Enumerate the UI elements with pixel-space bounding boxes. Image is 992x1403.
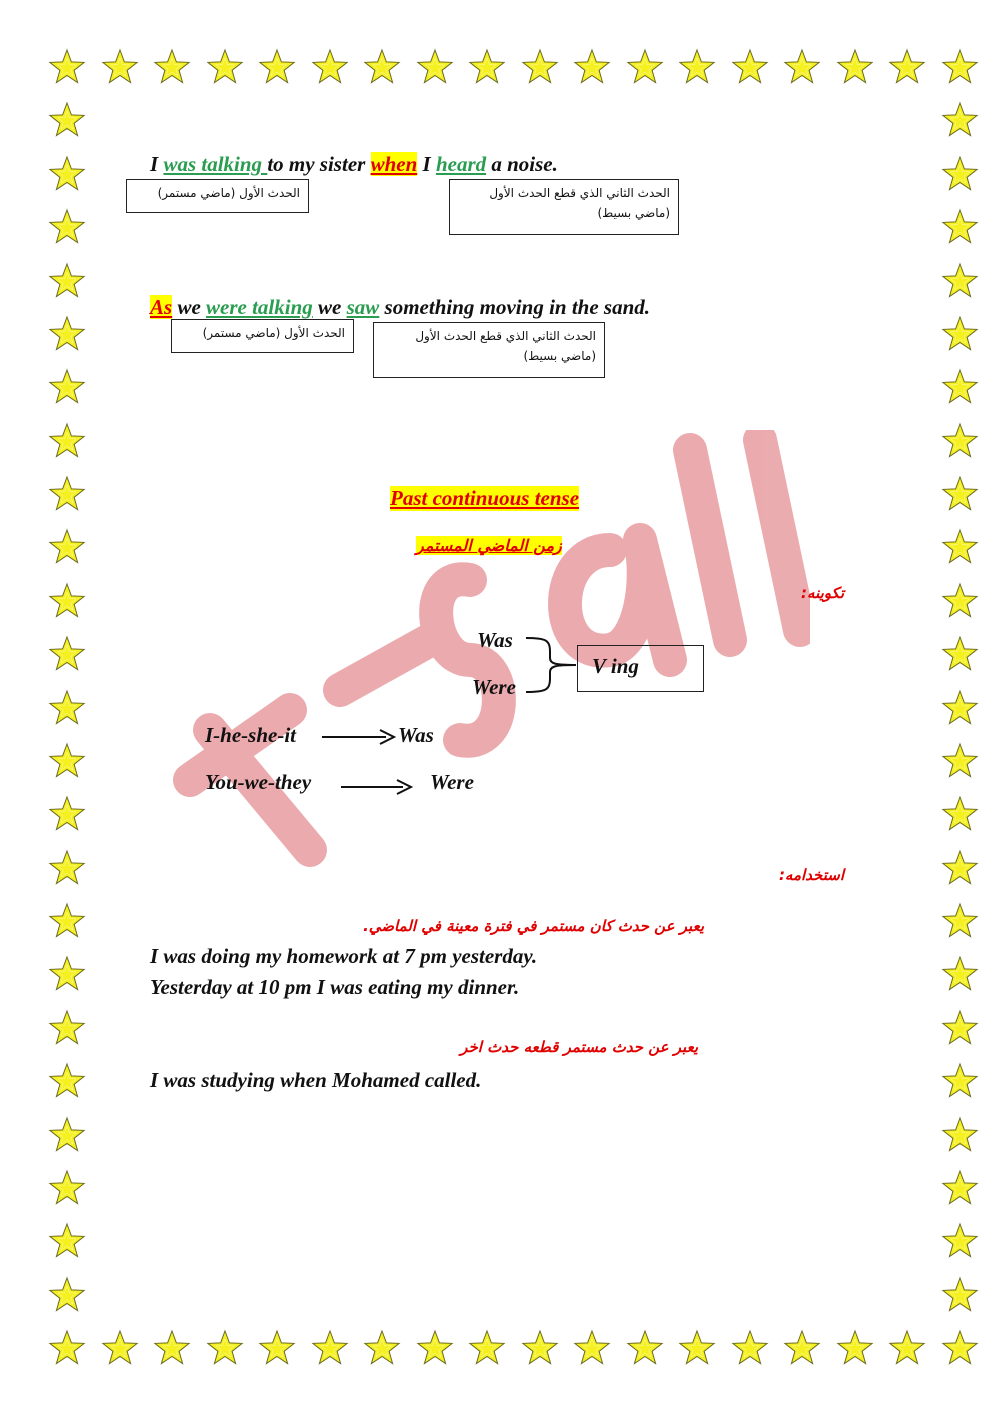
star-icon	[48, 582, 86, 620]
star-icon	[363, 48, 401, 86]
example-sentence-2	[150, 295, 650, 320]
star-icon	[626, 1329, 664, 1367]
note-text: الحدث الثاني الذي قطع الحدث الأول	[415, 329, 596, 343]
star-icon	[48, 315, 86, 353]
note-text: (ماضي بسيط)	[523, 349, 596, 363]
star-icon	[521, 1329, 559, 1367]
note-text: الحدث الأول (ماضي مستمر)	[202, 326, 345, 340]
star-icon	[941, 1222, 979, 1260]
star-icon	[941, 528, 979, 566]
star-icon	[48, 742, 86, 780]
past-continuous-verb: were talking	[206, 295, 313, 319]
star-icon	[573, 1329, 611, 1367]
word: something moving in the sand.	[379, 295, 651, 319]
word: to my sister	[267, 152, 371, 176]
star-icon	[941, 635, 979, 673]
star-icon	[363, 1329, 401, 1367]
star-icon	[206, 48, 244, 86]
star-icon	[836, 1329, 874, 1367]
aux-were: Were	[472, 675, 516, 699]
star-icon	[48, 1169, 86, 1207]
star-icon	[941, 368, 979, 406]
star-icon	[153, 48, 191, 86]
star-icon	[941, 902, 979, 940]
star-icon	[521, 48, 559, 86]
star-icon	[48, 475, 86, 513]
note-text: الحدث الثاني الذي قطع الحدث الأول	[489, 186, 670, 200]
star-icon	[941, 1009, 979, 1047]
past-continuous-verb: was talking	[163, 152, 268, 176]
star-icon	[941, 849, 979, 887]
star-icon	[941, 262, 979, 300]
star-icon	[48, 155, 86, 193]
star-icon	[48, 262, 86, 300]
past-simple-verb: saw	[346, 295, 380, 319]
star-icon	[48, 955, 86, 993]
section-title-ar: زمن الماضي المستمر	[416, 536, 562, 555]
star-icon	[48, 208, 86, 246]
star-icon	[416, 1329, 454, 1367]
ving-box	[577, 645, 704, 692]
star-icon	[206, 1329, 244, 1367]
verb-was: Was	[398, 723, 434, 747]
note-box-second-event	[449, 179, 679, 235]
star-icon	[48, 48, 86, 86]
star-icon	[941, 1329, 979, 1367]
star-icon	[311, 48, 349, 86]
star-icon	[941, 1276, 979, 1314]
star-icon	[101, 48, 139, 86]
star-icon	[678, 1329, 716, 1367]
star-icon	[941, 1116, 979, 1154]
star-icon	[101, 1329, 139, 1367]
star-icon	[941, 1062, 979, 1100]
star-icon	[941, 422, 979, 460]
star-icon	[941, 955, 979, 993]
ving-text: V ing	[592, 654, 639, 678]
star-icon	[258, 48, 296, 86]
star-icon	[258, 1329, 296, 1367]
usage-example: I was studying when Mohamed called.	[150, 1068, 482, 1092]
star-icon	[731, 48, 769, 86]
note-text: (ماضي بسيط)	[597, 206, 670, 220]
star-icon	[48, 902, 86, 940]
star-icon	[783, 1329, 821, 1367]
star-icon	[48, 528, 86, 566]
star-icon	[941, 742, 979, 780]
conjunction-highlight: As	[150, 295, 173, 319]
word: a noise.	[486, 152, 558, 176]
star-icon	[941, 208, 979, 246]
star-icon	[941, 795, 979, 833]
word: I	[150, 152, 164, 176]
example-sentence-1	[150, 152, 558, 177]
word: I	[417, 152, 436, 176]
star-icon	[48, 368, 86, 406]
star-icon	[48, 1116, 86, 1154]
star-icon	[941, 155, 979, 193]
aux-was: Was	[477, 628, 513, 652]
star-icon	[48, 422, 86, 460]
star-icon	[941, 582, 979, 620]
star-icon	[941, 475, 979, 513]
star-icon	[416, 48, 454, 86]
star-icon	[573, 48, 611, 86]
star-icon	[48, 1329, 86, 1367]
star-icon	[48, 1222, 86, 1260]
star-icon	[48, 1009, 86, 1047]
star-icon	[783, 48, 821, 86]
note-text: الحدث الأول (ماضي مستمر)	[157, 186, 300, 200]
curly-brace-icon	[522, 634, 582, 696]
star-icon	[468, 48, 506, 86]
section-title-en: Past continuous tense	[390, 486, 580, 510]
star-icon	[836, 48, 874, 86]
subject-plural: You-we-they	[205, 770, 312, 794]
star-icon	[888, 1329, 926, 1367]
usage-example: Yesterday at 10 pm I was eating my dinner.	[150, 975, 520, 999]
arrow-right-icon	[320, 727, 398, 747]
word: we	[172, 295, 207, 319]
usage-rule-1: يعبر عن حدث كان مستمر في فترة معينة في الماضي.	[363, 917, 704, 935]
star-icon	[626, 48, 664, 86]
note-box-first-event	[171, 319, 354, 353]
star-icon	[48, 1062, 86, 1100]
star-icon	[941, 1169, 979, 1207]
star-icon	[888, 48, 926, 86]
star-icon	[468, 1329, 506, 1367]
conjunction-highlight: when	[370, 152, 418, 176]
star-icon	[311, 1329, 349, 1367]
star-icon	[941, 101, 979, 139]
word: we	[312, 295, 347, 319]
verb-were: Were	[430, 770, 474, 794]
subject-singular: I-he-she-it	[205, 723, 296, 747]
star-icon	[48, 689, 86, 727]
usage-rule-2: يعبر عن حدث مستمر قطعه حدث اخر	[460, 1038, 698, 1056]
star-icon	[941, 315, 979, 353]
note-box-second-event	[373, 322, 605, 378]
star-icon	[153, 1329, 191, 1367]
star-icon	[48, 101, 86, 139]
star-icon	[48, 1276, 86, 1314]
past-simple-verb: heard	[435, 152, 487, 176]
formation-label: تكوينه:	[801, 584, 844, 602]
star-icon	[941, 689, 979, 727]
note-box-first-event	[126, 179, 309, 213]
arrow-right-icon	[339, 777, 415, 797]
star-icon	[48, 849, 86, 887]
usage-example: I was doing my homework at 7 pm yesterday.	[150, 944, 538, 968]
star-icon	[48, 795, 86, 833]
star-icon	[731, 1329, 769, 1367]
star-icon	[48, 635, 86, 673]
usage-label: استخدامه:	[778, 866, 844, 884]
star-icon	[941, 48, 979, 86]
star-icon	[678, 48, 716, 86]
